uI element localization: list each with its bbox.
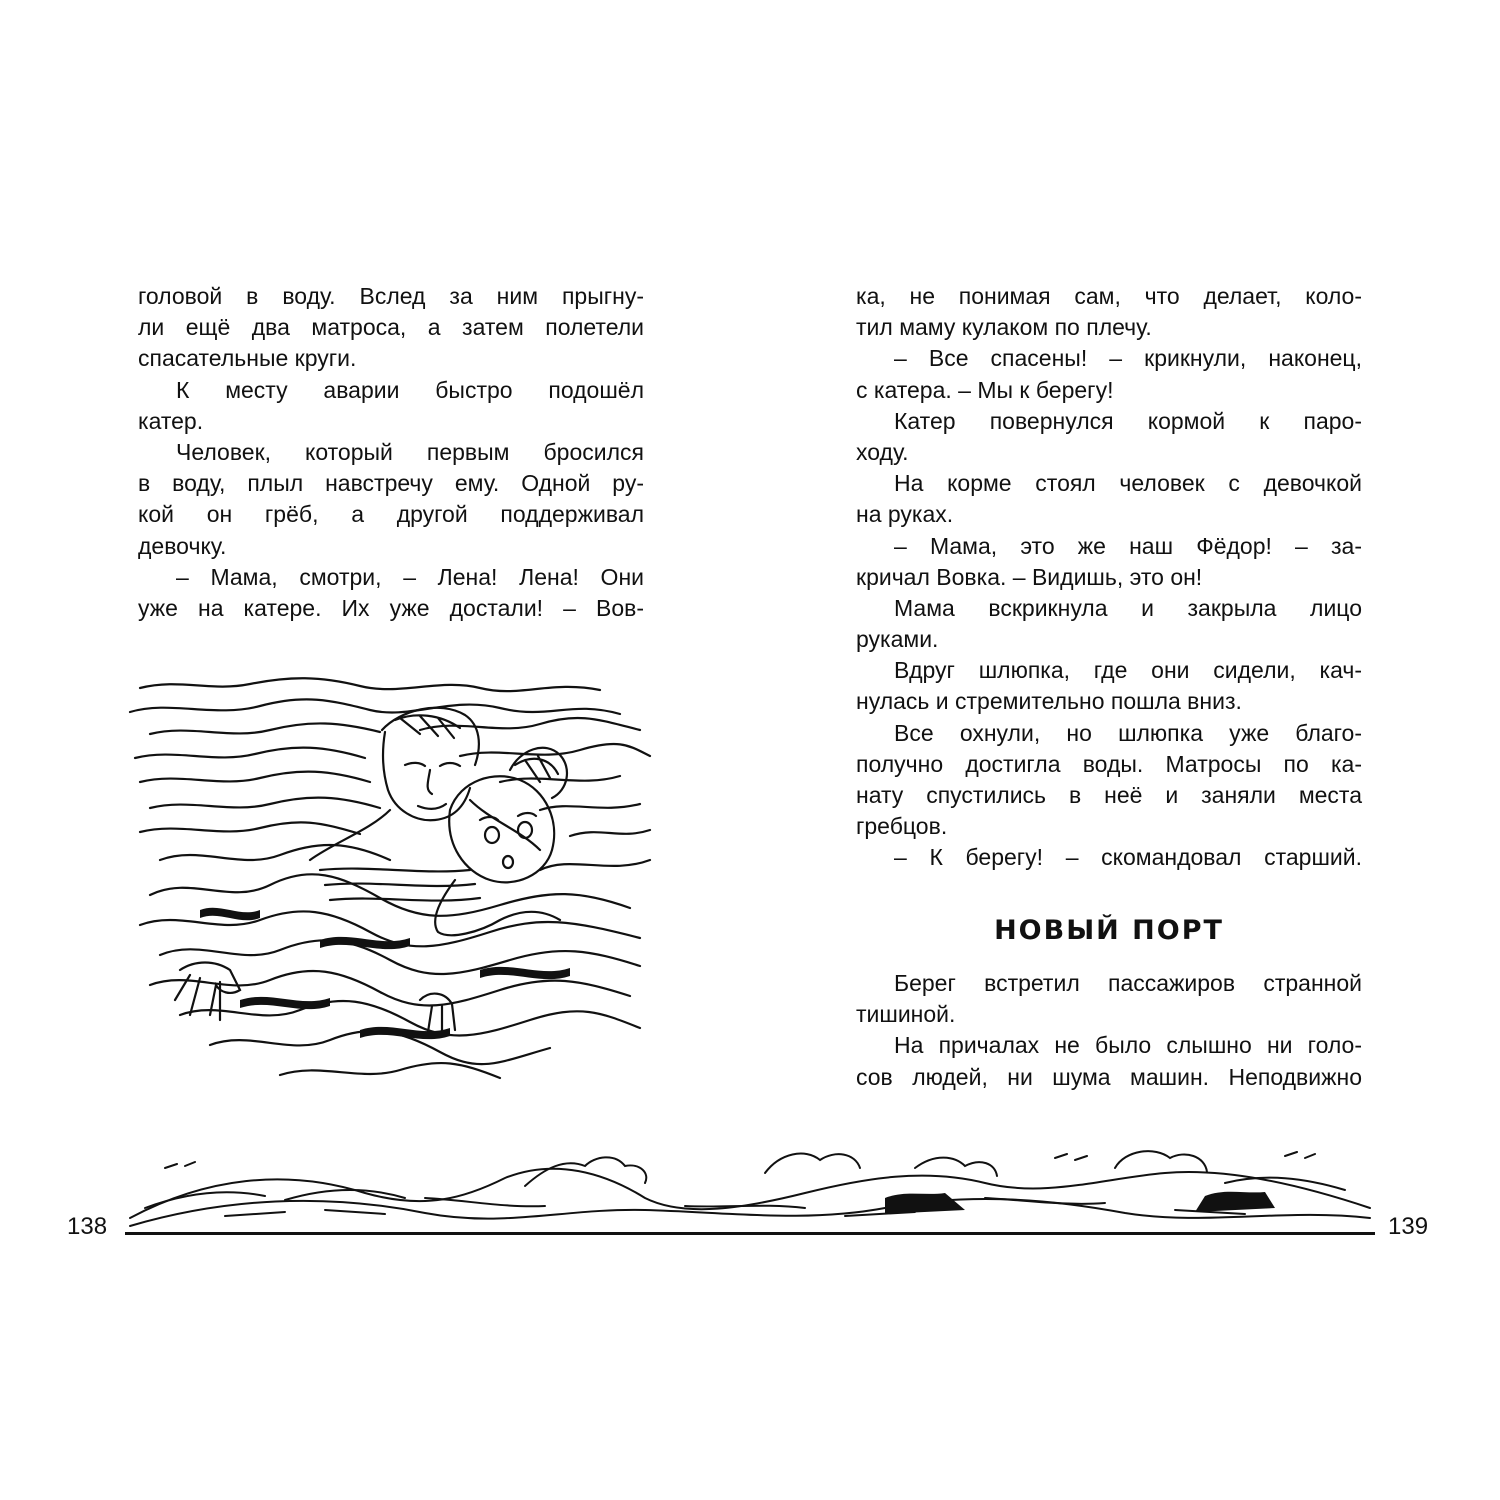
text-line: ка, не понимая сам, что делает, коло-	[856, 283, 1362, 309]
text-line: Катер повернулся кормой к паро-	[894, 407, 1362, 434]
text-line: спасательные круги.	[138, 345, 357, 372]
text-line: Вдруг шлюпка, где они сидели, кач-	[894, 657, 1362, 684]
text-line: – Все спасены! – крикнули, наконец,	[894, 345, 1362, 372]
text-line: нату спустились в неё и заняли места	[856, 782, 1362, 808]
text-line: ли ещё два матроса, а затем полетели	[138, 314, 644, 341]
text-line: К месту аварии быстро подошёл	[176, 376, 644, 403]
text-line: кричал Вовка. – Видишь, это он!	[856, 563, 1203, 590]
left-page-text	[138, 281, 644, 624]
text-line: На корме стоял человек с девочкой	[894, 470, 1362, 497]
text-line: Человек, который первым бросился	[176, 438, 644, 465]
page-number-right: 139	[1388, 1213, 1429, 1240]
text-line: в воду, плыл навстречу ему. Одной ру-	[138, 470, 644, 497]
text-line: катер.	[138, 407, 204, 434]
chapter-heading: НОВЫЙ ПОРТ	[994, 915, 1224, 946]
text-line: с катера. – Мы к берегу!	[856, 376, 1114, 403]
text-line: девочку.	[138, 532, 227, 559]
text-line: уже на катере. Их уже достали! – Вов-	[138, 594, 644, 621]
text-line: гребцов.	[856, 813, 948, 840]
text-line: ходу.	[856, 438, 909, 465]
text-line: тишиной.	[856, 1001, 956, 1028]
text-line: головой в воду. Вслед за ним прыгну-	[138, 283, 644, 309]
page-number-left: 138	[67, 1213, 108, 1240]
text-line: – К берегу! – скомандовал старший.	[894, 844, 1362, 871]
text-line: нулась и стремительно пошла вниз.	[856, 688, 1242, 715]
right-page-text	[856, 281, 1362, 874]
right-page-text-continued	[856, 968, 1362, 1093]
text-line: – Мама, смотри, – Лена! Лена! Они	[176, 563, 644, 590]
text-line: получно достигла воды. Матросы по ка-	[856, 750, 1362, 777]
swimming-rescue-illustration	[120, 670, 660, 1110]
text-line: кой он грёб, а другой поддерживал	[138, 501, 644, 528]
landscape-banner-illustration	[125, 1138, 1375, 1238]
text-line: руками.	[856, 626, 939, 653]
text-line: Мама вскрикнула и закрыла лицо	[894, 594, 1362, 621]
text-line: Берег встретил пассажиров странной	[894, 970, 1362, 996]
text-line: Все охнули, но шлюпка уже благо-	[894, 719, 1362, 746]
text-line: на руках.	[856, 501, 954, 528]
text-line: сов людей, ни шума машин. Неподвижно	[856, 1063, 1362, 1090]
text-line: На причалах не было слышно ни голо-	[894, 1032, 1362, 1059]
text-line: тил маму кулаком по плечу.	[856, 314, 1152, 341]
text-line: – Мама, это же наш Фёдор! – за-	[894, 532, 1362, 559]
